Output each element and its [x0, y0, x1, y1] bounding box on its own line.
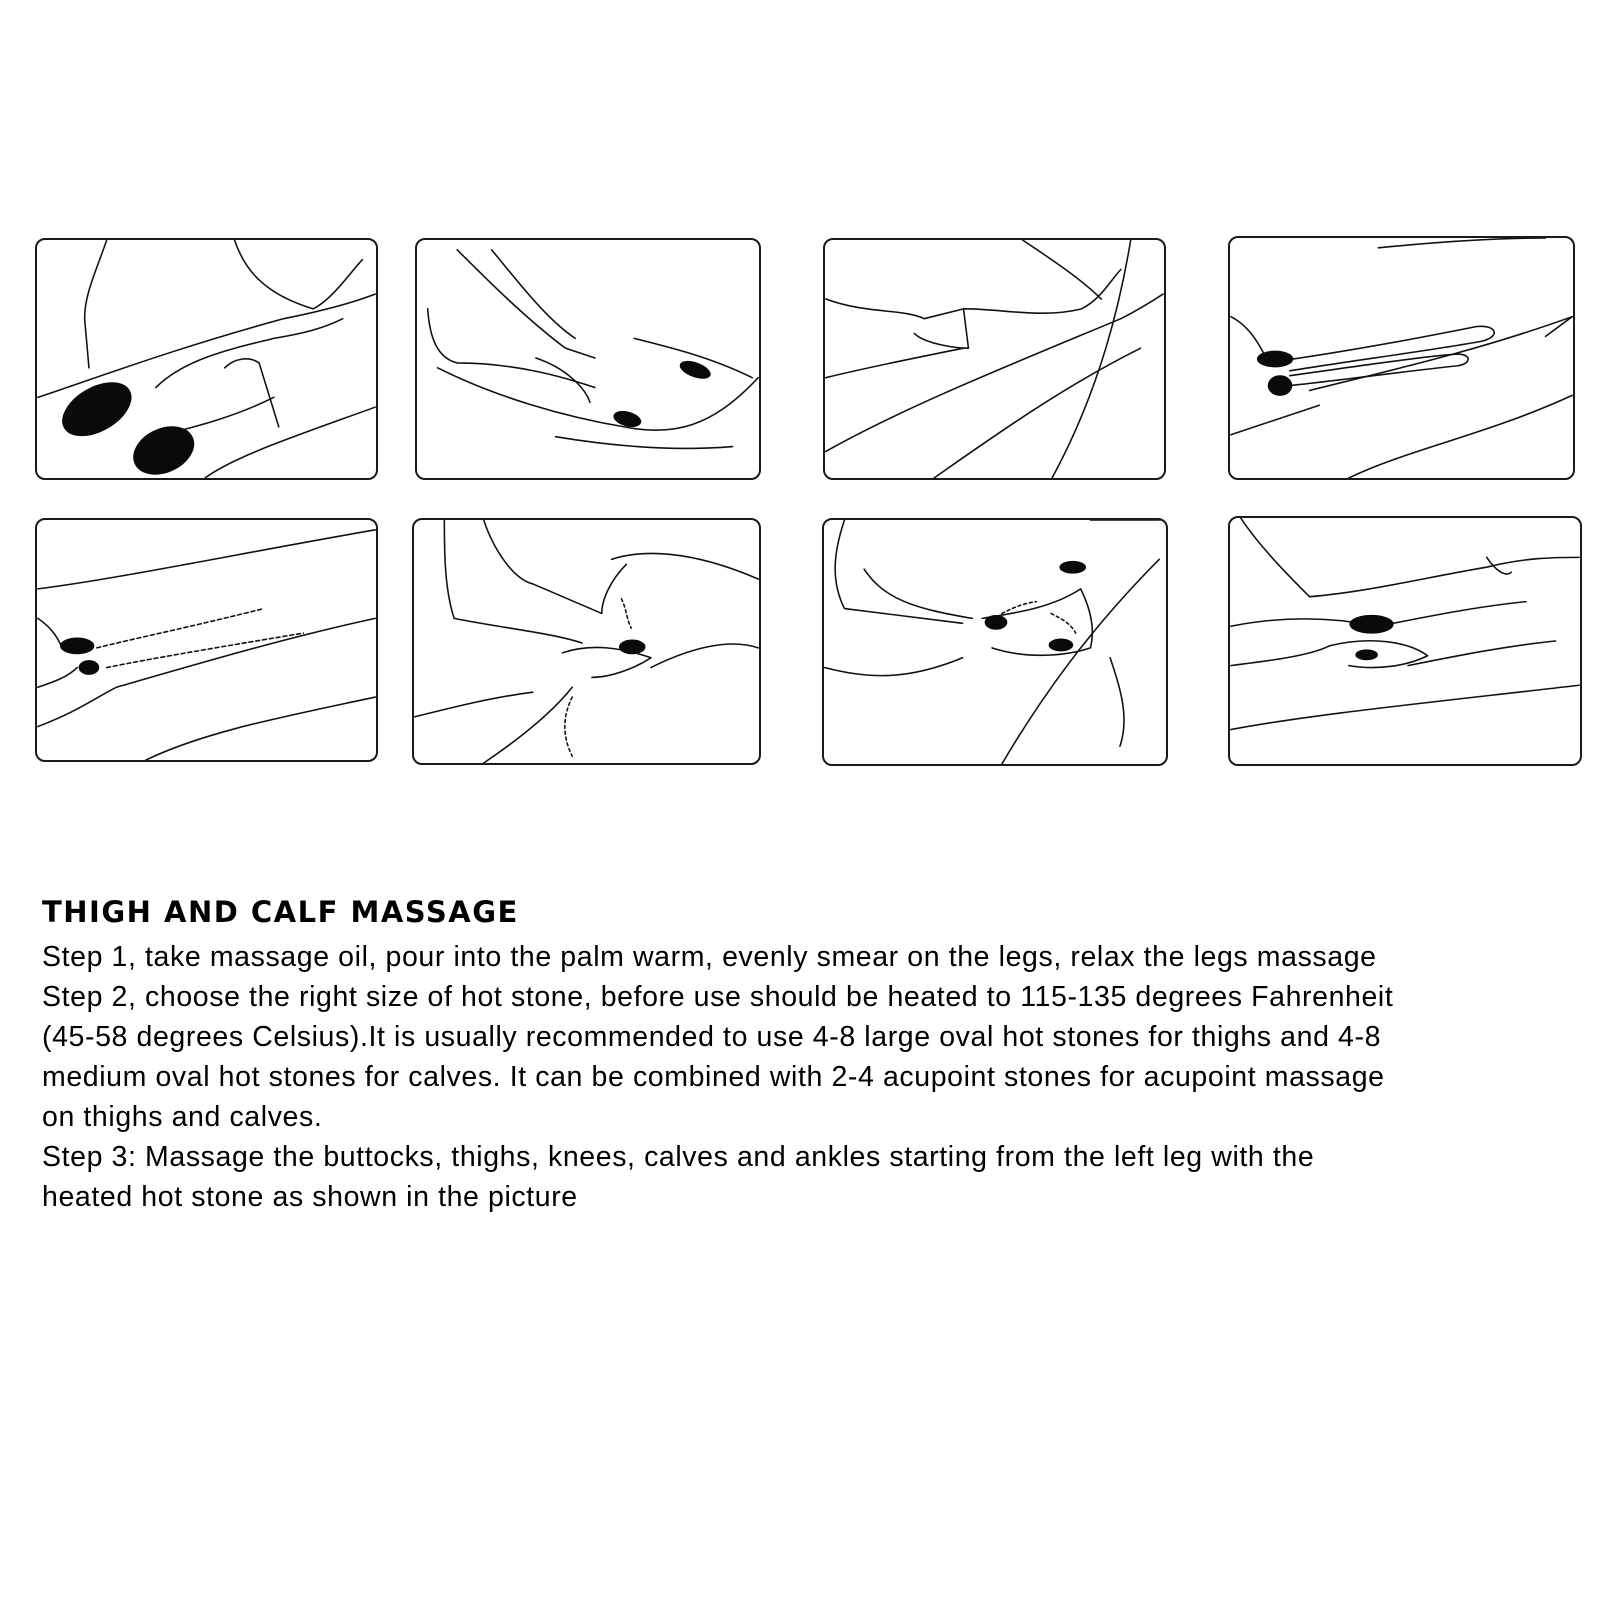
hot-stone	[126, 418, 201, 478]
step-2-text-line-2: (45-58 degrees Celsius).It is usually recommended to use 4-8 large oval hot stones for thighs and 4-8	[42, 1021, 1382, 1053]
hot-stone	[60, 638, 93, 654]
step-2-text-line-1: Step 2, choose the right size of hot stone, before use should be heated to 115-135 degrees Fahrenheit	[42, 981, 1394, 1013]
hot-stone	[1356, 650, 1378, 660]
step-3-text-line-1: Step 3: Massage the buttocks, thighs, knees, calves and ankles starting from the left leg with the	[42, 1141, 1315, 1173]
illustration-panel-3	[823, 238, 1166, 480]
hot-stone	[985, 615, 1007, 629]
hot-stone	[1049, 639, 1073, 651]
illustration-panel-2	[415, 238, 761, 480]
hot-stone	[79, 661, 99, 675]
step-3-text-line-2: heated hot stone as shown in the picture	[42, 1181, 578, 1213]
illustration-panel-6	[412, 518, 761, 765]
illustration-drawing	[37, 520, 376, 760]
illustration-drawing	[414, 520, 759, 763]
instructions-block	[42, 895, 1572, 1217]
step-2-text-line-3: medium oval hot stones for calves. It can be combined with 2-4 acupoint stones for acupoint massage	[42, 1061, 1385, 1093]
illustration-drawing	[1230, 518, 1580, 764]
step-1-text: Step 1, take massage oil, pour into the palm warm, evenly smear on the legs, relax the legs massage	[42, 941, 1377, 973]
illustration-drawing	[1230, 238, 1573, 478]
illustration-panel-7	[822, 518, 1168, 766]
hot-stone	[1060, 561, 1086, 573]
hot-stone	[678, 358, 712, 382]
hot-stone	[54, 372, 140, 447]
hot-stone	[1350, 615, 1393, 633]
section-heading: THIGH AND CALF MASSAGE	[42, 895, 519, 929]
hot-stone	[1268, 376, 1292, 396]
illustration-panel-8	[1228, 516, 1582, 766]
illustration-drawing	[825, 240, 1164, 478]
hot-stone	[619, 640, 645, 654]
illustration-panel-1	[35, 238, 378, 480]
illustration-drawing	[824, 520, 1166, 764]
step-2-text-line-4: on thighs and calves.	[42, 1101, 323, 1133]
illustration-panel-4	[1228, 236, 1575, 480]
illustration-drawing	[417, 240, 759, 478]
illustration-panel-5	[35, 518, 378, 762]
illustration-drawing	[37, 240, 376, 478]
hot-stone	[1257, 351, 1292, 367]
